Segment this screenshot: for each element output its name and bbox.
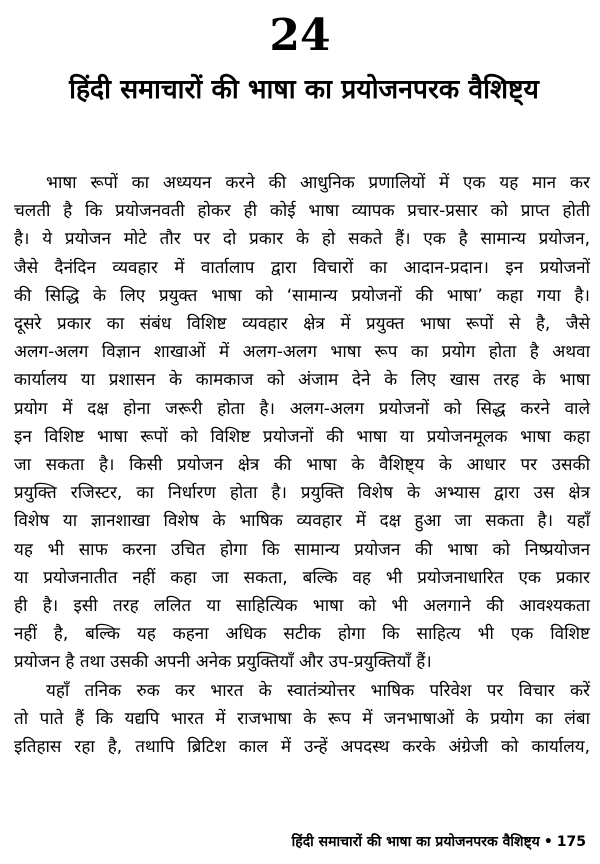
paragraph-1-line-5: की सिद्धि के लिए प्रयुक्त भाषा को ‘सामान्य प्रयोजनों की भाषा’ कहा गया है। xyxy=(14,285,590,306)
paragraph-1-line-6: दूसरे प्रकार का संबंध विशिष्ट व्यवहार क्षेत्र में प्रयुक्त भाषा रूपों से है, जैसे xyxy=(14,314,590,335)
page-number: 175 xyxy=(556,834,586,850)
paragraph-1-line-16: ही है। इसी तरह ललित या साहित्यिक भाषा को भी अलगाने की आवश्यकता xyxy=(14,596,590,617)
paragraph-1-line-3: है। ये प्रयोजन मोटे तौर पर दो प्रकार के हो सकते हैं। एक है सामान्य प्रयोजन, xyxy=(14,229,590,250)
chapter-number: 24 xyxy=(269,10,331,61)
paragraph-1-line-2: चलती है कि प्रयोजनवती होकर ही कोई भाषा व्यापक प्रचार-प्रसार को प्राप्त होती xyxy=(14,201,590,222)
paragraph-1-line-1: भाषा रूपों का अध्ययन करने की आधुनिक प्रणालियों में एक यह मान कर xyxy=(46,173,590,193)
paragraph-1-line-15: या प्रयोजनातीत नहीं कहा जा सकता, बल्कि वह भी प्रयोजनाधारित एक प्रकार xyxy=(14,567,590,588)
chapter-title: हिंदी समाचारों की भाषा का प्रयोजनपरक वैशिष्ट्य xyxy=(69,74,539,105)
paragraph-1-line-18: प्रयोजन है तथा उसकी अपनी अनेक प्रयुक्तियाँ और उप-प्रयुक्तियाँ हैं। xyxy=(14,652,432,673)
paragraph-1-line-17: नहीं है, बल्कि यह कहना अधिक सटीक होगा कि साहित्य भी एक विशिष्ट xyxy=(14,624,590,645)
page-footer xyxy=(292,832,586,852)
paragraph-2-line-1: यहाँ तनिक रुक कर भारत के स्वातंत्र्योत्तर भाषिक परिवेश पर विचार करें xyxy=(46,680,590,701)
paragraph-2-line-3: इतिहास रहा है, तथापि ब्रिटिश काल में उन्हें अपदस्थ करके अंग्रेजी को कार्यालय, xyxy=(14,737,590,758)
paragraph-1-line-11: जा सकता है। किसी प्रयोजन क्षेत्र की भाषा के वैशिष्ट्य के आधार पर उसकी xyxy=(14,455,590,476)
paragraph-1-line-13: विशेष या ज्ञानशाखा विशेष के भाषिक व्यवहार में दक्ष हुआ जा सकता है। यहाँ xyxy=(14,511,590,532)
paragraph-1-line-8: कार्यालय या प्रशासन के कामकाज को अंजाम देने के लिए खास तरह के भाषा xyxy=(14,370,590,391)
paragraph-1-line-14: यह भी साफ करना उचित होगा कि सामान्य प्रयोजन की भाषा को निष्प्रयोजन xyxy=(14,539,590,560)
paragraph-1-line-9: प्रयोग में दक्ष होना जरूरी होता है। अलग-अलग प्रयोजनों को सिद्ध करने वाले xyxy=(14,398,590,419)
footer-separator: • xyxy=(543,834,553,850)
body-text xyxy=(14,169,590,761)
paragraph-2-line-2: तो पाते हैं कि यद्यपि भारत में राजभाषा के रूप में जनभाषाओं के प्रयोग का लंबा xyxy=(14,708,590,729)
running-title: हिंदी समाचारों की भाषा का प्रयोजनपरक वैशिष्ट्य xyxy=(291,834,540,850)
paragraph-1-line-12: प्रयुक्ति रजिस्टर, का निर्धारण होता है। प्रयुक्ति विशेष के अभ्यास द्वारा उस क्षेत्र xyxy=(14,483,590,504)
paragraph-1-line-10: इन विशिष्ट भाषा रूपों को विशिष्ट प्रयोजनों की भाषा या प्रयोजनमूलक भाषा कहा xyxy=(14,426,590,447)
paragraph-1-line-4: जैसे दैनंदिन व्यवहार में वार्तालाप द्वारा विचारों का आदान-प्रदान। इन प्रयोजनों xyxy=(14,257,590,278)
paragraph-1-line-7: अलग-अलग विज्ञान शाखाओं में अलग-अलग भाषा रूप का प्रयोग होता है अथवा xyxy=(14,342,590,363)
